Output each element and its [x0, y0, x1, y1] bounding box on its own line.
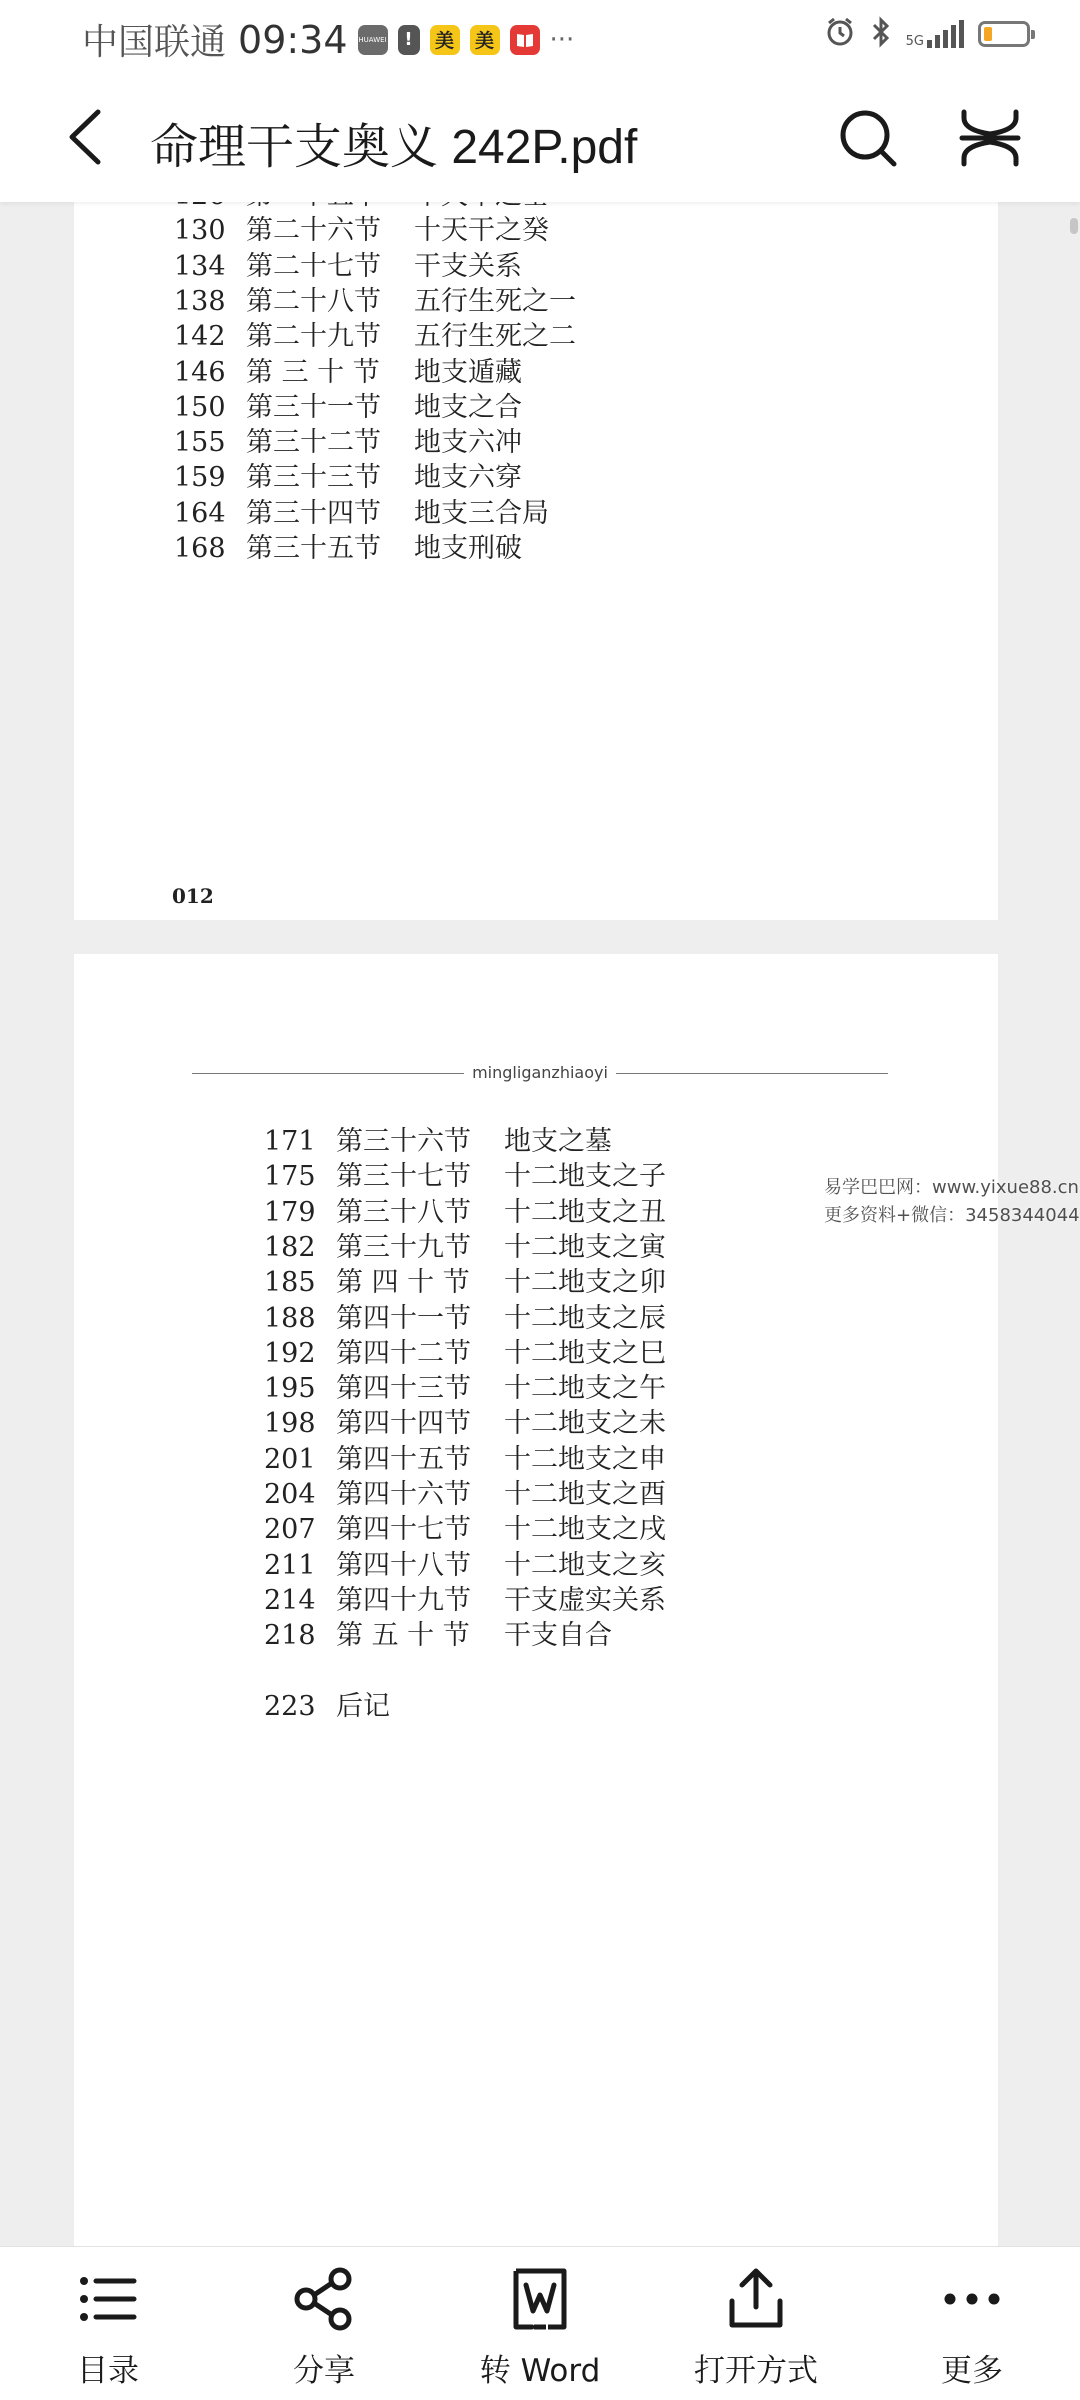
toolbar-convert-word-button[interactable] — [432, 2267, 648, 2397]
toc-section-label: 第二十七节 — [246, 250, 381, 282]
warning-icon: ! — [398, 25, 420, 55]
toolbar-label: 分享 — [293, 2353, 355, 2389]
toc-section-label: 第三十八节 — [336, 1196, 471, 1228]
toc-section-label: 第四十七节 — [336, 1514, 471, 1546]
toolbar-more-button[interactable] — [864, 2267, 1080, 2397]
toc-page-number: 207 — [264, 1514, 316, 1546]
toc-page-number: 130 — [174, 215, 226, 247]
toc-section-label: 第四十一节 — [336, 1302, 471, 1334]
back-button[interactable] — [58, 104, 118, 170]
toc-page-number: 150 — [174, 391, 226, 423]
toolbar-open-with-button[interactable] — [648, 2267, 864, 2397]
fold-view-button[interactable] — [958, 106, 1022, 170]
toc-entry-title: 十二地支之巳 — [504, 1337, 666, 1369]
toc-section-label: 第四十二节 — [336, 1337, 471, 1369]
toc-entry-title: 十二地支之卯 — [504, 1267, 666, 1299]
toc-section-label: 第四十八节 — [336, 1549, 471, 1581]
open-with-icon — [724, 2267, 788, 2331]
document-title: 命理干支奥义 242P.pdf — [150, 121, 638, 174]
toc-page-number: 211 — [264, 1549, 316, 1581]
toc-page-number: 195 — [264, 1373, 316, 1405]
status-right — [824, 16, 1030, 52]
toc-page-number: 218 — [264, 1620, 316, 1652]
toc-section-label: 第四十九节 — [336, 1584, 471, 1616]
bluetooth-icon — [870, 16, 892, 52]
table-of-contents — [174, 142, 934, 842]
bottom-toolbar — [0, 2246, 1080, 2400]
status-bar — [0, 0, 1080, 72]
scrollbar-thumb[interactable] — [1070, 218, 1078, 234]
running-head-text: mingliganzhiaoyi — [464, 1063, 616, 1082]
toc-section-label: 第二十六节 — [246, 215, 381, 247]
more-icon — [940, 2267, 1004, 2331]
watermark-line: 更多资料+微信：3458344044 — [824, 1205, 1080, 1226]
toolbar-share-button[interactable] — [216, 2267, 432, 2397]
huawei-app-label: HUAWEI — [358, 35, 387, 44]
top-app-bar — [0, 72, 1080, 202]
toc-section-label: 第三十三节 — [246, 462, 381, 494]
carrier-label: 中国联通 — [82, 22, 227, 63]
page-number: 012 — [172, 884, 214, 908]
reader-icon — [510, 25, 540, 55]
running-head — [192, 1059, 888, 1089]
toc-entry-title: 十二地支之午 — [504, 1373, 666, 1405]
word-icon — [508, 2267, 572, 2331]
toc-page-number: 204 — [264, 1479, 316, 1510]
toc-section-label: 第四十五节 — [336, 1443, 471, 1475]
toc-section-label: 第 五 十 节 — [336, 1620, 470, 1652]
meituan-icon: 美 — [430, 25, 460, 55]
pdf-viewer[interactable] — [0, 202, 1080, 2246]
toc-page-number: 168 — [174, 533, 226, 564]
toc-page-number: 198 — [264, 1408, 316, 1440]
toc-section-label: 第三十九节 — [336, 1231, 471, 1263]
toc-section-label: 第三十六节 — [336, 1126, 471, 1157]
toc-section-label: 第四十三节 — [336, 1373, 471, 1405]
toc-section-label: 第三十一节 — [246, 391, 381, 423]
toolbar-label: 打开方式 — [694, 2353, 818, 2389]
toc-page-number: 185 — [264, 1267, 316, 1299]
battery-icon — [978, 21, 1030, 47]
toc-section-label: 第三十五节 — [246, 533, 381, 564]
toc-entry-title: 十二地支之未 — [504, 1408, 666, 1440]
clock: 09:34 — [238, 17, 348, 62]
toc-page-number: 171 — [264, 1126, 316, 1157]
more-notifications-icon: ··· — [549, 24, 575, 55]
toc-entry-title: 地支遁藏 — [414, 356, 522, 388]
toc-entry-title: 地支六冲 — [414, 427, 522, 459]
table-of-contents-continued — [264, 1122, 964, 2172]
toolbar-label: 目录 — [77, 2353, 139, 2389]
search-icon — [836, 106, 900, 170]
toolbar-label: 更多 — [941, 2353, 1003, 2389]
toc-page-number: 134 — [174, 250, 226, 282]
cellular-signal-icon — [906, 20, 964, 48]
toc-entry-title: 地支之墓 — [504, 1126, 612, 1157]
toc-entry-title: 地支刑破 — [414, 533, 522, 564]
toc-entry-title: 五行生死之一 — [414, 285, 576, 317]
toc-entry-title: 十二地支之戌 — [504, 1514, 666, 1546]
pdf-page-012 — [74, 142, 998, 920]
toc-section-label: 第 四 十 节 — [336, 1267, 470, 1299]
toc-entry-title: 干支关系 — [414, 250, 522, 282]
toolbar-contents-button[interactable] — [0, 2267, 216, 2397]
toc-page-number: 159 — [174, 462, 226, 494]
toc-page-number: 175 — [264, 1161, 316, 1193]
toc-section-label: 第二十九节 — [246, 321, 381, 353]
toolbar-label: 转 Word — [479, 2353, 601, 2389]
toc-page-number: 164 — [174, 497, 226, 529]
status-left — [82, 14, 574, 65]
watermark-line: 易学巴巴网：www.yixue88.cn — [824, 1177, 1079, 1198]
toc-entry-title: 地支三合局 — [414, 497, 549, 529]
toc-page-number: 214 — [264, 1584, 316, 1616]
toc-entry-title: 十二地支之申 — [504, 1443, 666, 1475]
toc-entry-title: 地支六穿 — [414, 462, 522, 494]
alarm-icon — [824, 16, 856, 52]
toc-entry-title: 十二地支之寅 — [504, 1231, 666, 1263]
toc-entry-title: 十二地支之酉 — [504, 1479, 666, 1510]
share-icon — [292, 2267, 356, 2331]
toc-entry-title: 干支自合 — [504, 1620, 612, 1652]
toc-entry-title: 十二地支之丑 — [504, 1196, 666, 1228]
toc-section-label: 第四十六节 — [336, 1479, 471, 1510]
toc-entry-title: 干支虚实关系 — [504, 1584, 666, 1616]
toc-page-number: 201 — [264, 1443, 316, 1475]
back-arrow-icon — [58, 104, 118, 170]
toc-page-number: 138 — [174, 285, 226, 317]
toc-section-label: 第三十二节 — [246, 427, 381, 459]
pdf-page-013 — [74, 954, 998, 2354]
toc-page-number: 146 — [174, 356, 226, 388]
meituan-icon-2: 美 — [470, 25, 500, 55]
toc-page-number: 188 — [264, 1302, 316, 1334]
toc-page-number: 142 — [174, 321, 226, 353]
toc-entry-title: 十二地支之辰 — [504, 1302, 666, 1334]
toc-section-label: 第二十八节 — [246, 285, 381, 317]
toc-entry-title: 十天干之癸 — [414, 215, 549, 247]
toc-section-label: 第三十四节 — [246, 497, 381, 529]
watermark — [824, 1174, 1080, 1230]
list-icon — [76, 2267, 140, 2331]
network-type-label: 5G — [905, 34, 924, 49]
toc-entry-title: 五行生死之二 — [414, 321, 576, 353]
toc-page-number: 182 — [264, 1231, 316, 1263]
toc-page-number: 179 — [264, 1196, 316, 1228]
toc-page-number: 155 — [174, 427, 226, 459]
huawei-app-icon — [358, 25, 388, 55]
toc-section-label: 第 三 十 节 — [246, 356, 380, 388]
search-button[interactable] — [836, 106, 900, 170]
toc-page-number: 192 — [264, 1337, 316, 1369]
toc-section-label: 第四十四节 — [336, 1408, 471, 1440]
toc-entry-title: 后记 — [336, 1690, 390, 1722]
toc-entry-title: 十二地支之亥 — [504, 1549, 666, 1581]
toc-entry-title: 地支之合 — [414, 391, 522, 423]
toc-entry-title: 十二地支之子 — [504, 1161, 666, 1193]
toc-page-number: 223 — [264, 1690, 316, 1722]
fold-icon — [958, 106, 1022, 170]
toc-section-label: 第三十七节 — [336, 1161, 471, 1193]
